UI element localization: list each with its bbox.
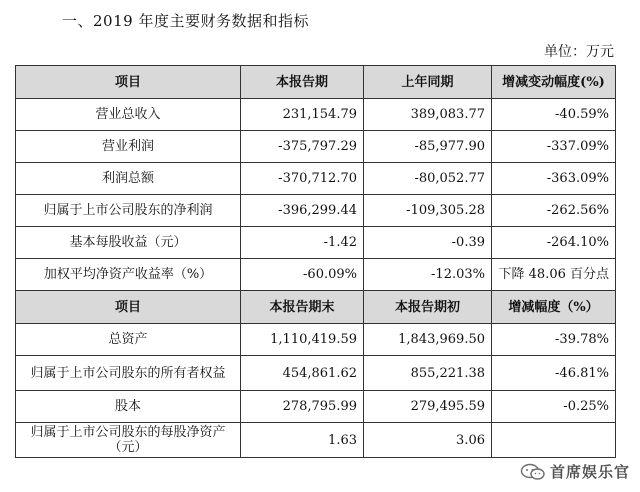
change-value: -46.81% <box>492 356 616 391</box>
prior-value: 855,221.38 <box>364 356 492 391</box>
prior-value: 389,083.77 <box>364 99 492 131</box>
header-cell: 本报告期初 <box>364 291 492 324</box>
prior-value: -12.03% <box>364 259 492 291</box>
row-label: 营业利润 <box>16 131 241 163</box>
header-cell: 上年同期 <box>364 66 492 99</box>
change-value: -337.09% <box>492 131 616 163</box>
prior-value: -85,977.90 <box>364 131 492 163</box>
prior-value: 1,843,969.50 <box>364 324 492 356</box>
watermark-text: 首席娱乐官 <box>549 463 630 481</box>
prior-value: -80,052.77 <box>364 163 492 195</box>
prior-value: -109,305.28 <box>364 195 492 227</box>
row-label: 基本每股收益（元） <box>16 227 241 259</box>
row-label: 利润总额 <box>16 163 241 195</box>
table-row <box>16 391 616 423</box>
prior-value: -0.39 <box>364 227 492 259</box>
table-row <box>16 195 616 227</box>
financial-table <box>15 65 616 458</box>
change-value: -40.59% <box>492 99 616 131</box>
row-label: 归属于上市公司股东的净利润 <box>16 195 241 227</box>
current-value: 1.63 <box>241 423 364 458</box>
change-value: -39.78% <box>492 324 616 356</box>
current-value: -396,299.44 <box>241 195 364 227</box>
current-value: -370,712.70 <box>241 163 364 195</box>
wechat-icon <box>520 463 546 481</box>
prior-value: 279,495.59 <box>364 391 492 423</box>
table1-header-row <box>16 66 616 99</box>
current-value: -375,797.29 <box>241 131 364 163</box>
current-value: 231,154.79 <box>241 99 364 131</box>
header-cell: 增减幅度（%） <box>492 291 616 324</box>
header-cell: 项目 <box>16 291 241 324</box>
row-label: 营业总收入 <box>16 99 241 131</box>
table-row <box>16 227 616 259</box>
current-value: -60.09% <box>241 259 364 291</box>
header-cell: 项目 <box>16 66 241 99</box>
section-heading: 一、2019 年度主要财务数据和指标 <box>62 12 309 30</box>
header-cell: 增减变动幅度(%) <box>492 66 616 99</box>
change-value: -363.09% <box>492 163 616 195</box>
row-label: 归属于上市公司股东的所有者权益 <box>16 356 241 391</box>
current-value: 1,110,419.59 <box>241 324 364 356</box>
change-value: -264.10% <box>492 227 616 259</box>
current-value: 278,795.99 <box>241 391 364 423</box>
table-row <box>16 131 616 163</box>
unit-label: 单位：万元 <box>544 44 614 60</box>
current-value: 454,861.62 <box>241 356 364 391</box>
table-row <box>16 324 616 356</box>
row-label: 归属于上市公司股东的每股净资产（元） <box>16 423 241 458</box>
table2-header-row <box>16 291 616 324</box>
row-label: 股本 <box>16 391 241 423</box>
change-value: -0.25% <box>492 391 616 423</box>
row-label: 加权平均净资产收益率（%） <box>16 259 241 291</box>
change-value: 下降 48.06 百分点 <box>492 259 616 291</box>
header-cell: 本报告期末 <box>241 291 364 324</box>
row-label: 总资产 <box>16 324 241 356</box>
watermark <box>520 461 630 482</box>
table-row <box>16 99 616 131</box>
header-cell: 本报告期 <box>241 66 364 99</box>
table-row <box>16 356 616 391</box>
change-value <box>492 423 616 458</box>
table-row <box>16 163 616 195</box>
current-value: -1.42 <box>241 227 364 259</box>
prior-value: 3.06 <box>364 423 492 458</box>
change-value: -262.56% <box>492 195 616 227</box>
table-row <box>16 259 616 291</box>
table-row <box>16 423 616 458</box>
